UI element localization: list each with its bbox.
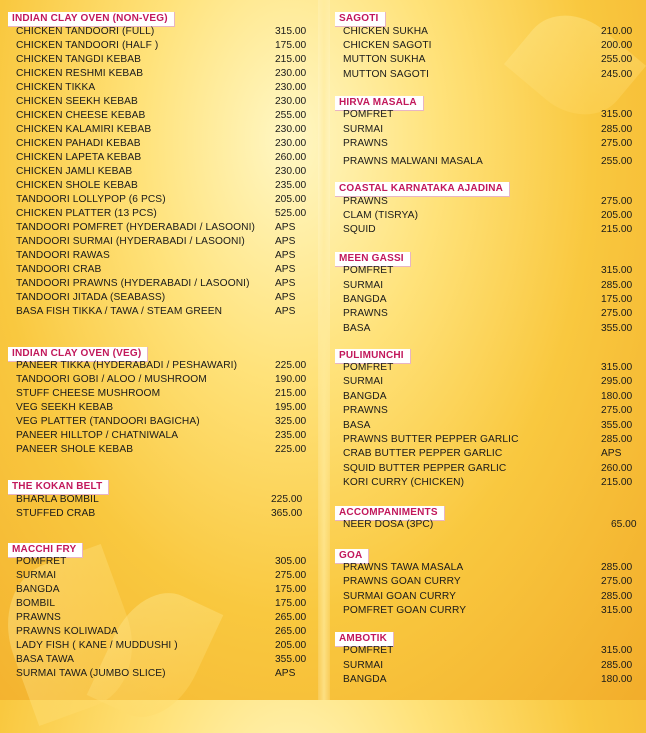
item-name: PRAWNS [16,612,61,623]
menu-item [8,81,312,95]
item-name: PRAWNS [343,308,388,319]
menu-item [8,653,312,667]
menu-item [335,223,641,237]
item-name: CHICKEN SAGOTI [343,40,432,51]
menu-item [8,611,312,625]
menu-item [8,25,312,39]
item-name: POMFRET [343,362,394,373]
item-price: 245.00 [601,69,633,80]
item-price: 215.00 [601,224,633,235]
item-price: APS [275,306,296,317]
item-name: TANDOORI POMFRET (HYDERABADI / LASOONI) [16,222,255,233]
menu-item [335,264,641,278]
item-price: 230.00 [275,68,307,79]
item-price: 215.00 [275,388,307,399]
item-name: TANDOORI LOLLYPOP (6 PCS) [16,194,166,205]
item-price: 215.00 [601,477,633,488]
item-price: 175.00 [275,598,307,609]
menu-item [335,604,641,618]
menu-section-ambotik [335,628,641,685]
item-name: CRAB BUTTER PEPPER GARLIC [343,448,503,459]
item-price: APS [275,668,296,679]
menu-item [335,155,641,169]
menu-item [8,373,312,387]
item-price: 355.00 [601,420,633,431]
item-name: MUTTON SUKHA [343,54,426,65]
menu-item [335,375,641,389]
menu-item [335,108,641,122]
item-price: 180.00 [601,391,633,402]
menu-item [335,322,641,336]
menu-item [8,359,312,373]
menu-item [8,443,312,457]
item-price: 355.00 [601,323,633,334]
item-price: 265.00 [275,626,307,637]
menu-item [335,137,641,151]
item-price: 65.00 [611,519,637,530]
item-name: TANDOORI JITADA (SEABASS) [16,292,166,303]
item-price: 315.00 [601,109,633,120]
item-name: BANGDA [343,294,387,305]
item-name: CHICKEN JAMLI KEBAB [16,166,133,177]
item-price: 205.00 [275,640,307,651]
menu-item [335,561,641,575]
section-title: AMBOTIK [335,632,394,647]
item-name: BASA [343,420,371,431]
menu-section-sagoti [335,8,641,80]
item-price: APS [601,448,622,459]
item-name: CHICKEN LAPETA KEBAB [16,152,142,163]
menu-item [335,447,641,461]
menu-item [335,419,641,433]
menu-item [8,109,312,123]
menu-item [8,305,312,319]
item-price: 235.00 [275,180,307,191]
menu-item [8,39,312,53]
item-price: 175.00 [601,294,633,305]
item-price: APS [275,264,296,275]
menu-section-pulimunchi [335,345,641,488]
item-name: PANEER HILLTOP / CHATNIWALA [16,430,179,441]
item-name: POMFRET [16,556,67,567]
item-name: BASA TAWA [16,654,75,665]
menu-item [8,263,312,277]
menu-item [335,307,641,321]
item-price: 255.00 [601,54,633,65]
menu-item [335,644,641,658]
item-name: SURMAI [343,280,384,291]
item-name: PRAWNS [343,196,388,207]
item-name: PRAWNS KOLIWADA [16,626,119,637]
menu-item [335,575,641,589]
item-name: CHICKEN RESHMI KEBAB [16,68,144,79]
item-price: 285.00 [601,434,633,445]
menu-item [8,277,312,291]
item-price: 285.00 [601,660,633,671]
menu-item [335,293,641,307]
item-name: CHICKEN TANDOORI (FULL) [16,26,155,37]
item-name: BHARLA BOMBIL [16,494,99,505]
item-name: CHICKEN TIKKA [16,82,96,93]
item-name: SURMAI [343,124,384,135]
item-price: 315.00 [601,362,633,373]
menu-item [8,221,312,235]
menu-item [335,390,641,404]
menu-item [335,659,641,673]
menu-section-indian-clay-oven-veg [8,343,312,455]
item-name: LADY FISH ( KANE / MUDDUSHI ) [16,640,178,651]
item-price: APS [275,236,296,247]
item-name: PRAWNS GOAN CURRY [343,576,461,587]
menu-item [8,165,312,179]
item-price: 230.00 [275,166,307,177]
menu-item [8,401,312,415]
item-name: PRAWNS BUTTER PEPPER GARLIC [343,434,519,445]
item-price: 315.00 [601,605,633,616]
item-price: 190.00 [275,374,307,385]
item-name: SQUID BUTTER PEPPER GARLIC [343,463,507,474]
section-title: MACCHI FRY [8,543,83,558]
section-title: PULIMUNCHI [335,349,411,364]
item-price: APS [275,292,296,303]
item-name: TANDOORI PRAWNS (HYDERABADI / LASOONI) [16,278,250,289]
item-price: 175.00 [275,584,307,595]
section-title: SAGOTI [335,12,386,27]
item-name: PRAWNS [343,405,388,416]
item-price: 265.00 [275,612,307,623]
section-title: INDIAN CLAY OVEN (NON-VEG) [8,12,175,27]
item-name: SURMAI TAWA (JUMBO SLICE) [16,668,166,679]
menu-item [335,68,641,82]
menu-item [8,507,312,521]
item-name: PRAWNS [343,138,388,149]
menu-item [8,387,312,401]
item-name: BOMBIL [16,598,56,609]
menu-item [8,151,312,165]
item-name: CHICKEN SUKHA [343,26,429,37]
menu-item [335,433,641,447]
menu-item [8,193,312,207]
item-price: 225.00 [271,494,303,505]
item-name: CHICKEN SHOLE KEBAB [16,180,138,191]
item-price: 525.00 [275,208,307,219]
item-price: 275.00 [275,570,307,581]
item-name: SURMAI [343,376,384,387]
item-price: 325.00 [275,416,307,427]
item-price: 230.00 [275,96,307,107]
section-title: HIRVA MASALA [335,96,424,111]
item-price: 260.00 [275,152,307,163]
item-name: PRAWNS TAWA MASALA [343,562,464,573]
item-price: 275.00 [601,405,633,416]
item-price: 205.00 [601,210,633,221]
menu-item [8,291,312,305]
item-name: MUTTON SAGOTI [343,69,430,80]
item-price: 285.00 [601,591,633,602]
item-price: 365.00 [271,508,303,519]
item-price: 195.00 [275,402,307,413]
menu-section-accompaniments [335,502,641,530]
item-price: 275.00 [601,576,633,587]
item-name: KORI CURRY (CHICKEN) [343,477,465,488]
item-price: 285.00 [601,124,633,135]
menu-item [8,249,312,263]
section-title: GOA [335,549,369,564]
menu-item [8,67,312,81]
item-price: 285.00 [601,562,633,573]
menu-section-indian-clay-oven-non-veg [8,8,312,317]
item-price: 255.00 [275,110,307,121]
item-price: 215.00 [275,54,307,65]
item-name: CHICKEN SEEKH KEBAB [16,96,138,107]
item-name: CHICKEN TANGDI KEBAB [16,54,142,65]
item-name: POMFRET [343,109,394,120]
menu-item [8,137,312,151]
section-title: THE KOKAN BELT [8,480,109,495]
menu-section-hirva-masala [335,92,641,167]
item-name: CHICKEN KALAMIRI KEBAB [16,124,152,135]
menu-section-the-kokan-belt [8,476,312,519]
item-name: VEG SEEKH KEBAB [16,402,114,413]
item-price: 235.00 [275,430,307,441]
menu-item [335,590,641,604]
item-price: 200.00 [601,40,633,51]
menu-section-meen-gassi [335,248,641,334]
item-price: 255.00 [601,156,633,167]
menu-item [8,639,312,653]
item-price: 230.00 [275,82,307,93]
item-price: 260.00 [601,463,633,474]
menu-item [8,179,312,193]
menu-item [335,123,641,137]
menu-item [335,209,641,223]
item-name: CHICKEN PLATTER (13 PCS) [16,208,157,219]
menu-item [8,207,312,221]
item-name: BANGDA [16,584,60,595]
menu-item [335,195,641,209]
menu-section-goa [335,545,641,616]
menu-item [335,53,641,67]
section-title: INDIAN CLAY OVEN (VEG) [8,347,148,362]
item-price: 230.00 [275,138,307,149]
menu-item [8,555,312,569]
menu-item [335,361,641,375]
item-price: 210.00 [601,26,633,37]
item-name: PANEER SHOLE KEBAB [16,444,134,455]
item-price: 275.00 [601,308,633,319]
item-name: POMFRET [343,645,394,656]
menu-item [8,429,312,443]
item-price: 275.00 [601,138,633,149]
item-name: SURMAI [343,660,384,671]
item-name: TANDOORI CRAB [16,264,102,275]
item-price: 295.00 [601,376,633,387]
item-price: 315.00 [601,645,633,656]
item-price: 205.00 [275,194,307,205]
item-price: 225.00 [275,444,307,455]
menu-item [8,95,312,109]
item-price: 180.00 [601,674,633,685]
menu-item [8,53,312,67]
item-name: PRAWNS MALWANI MASALA [343,156,483,167]
item-name: TANDOORI SURMAI (HYDERABADI / LASOONI) [16,236,245,247]
item-name: STUFFED CRAB [16,508,96,519]
menu-section-macchi-fry [8,539,312,679]
section-title: MEEN GASSI [335,252,411,267]
item-price: APS [275,250,296,261]
menu-item [335,476,641,490]
item-price: 275.00 [601,196,633,207]
item-name: TANDOORI GOBI / ALOO / MUSHROOM [16,374,207,385]
menu-item [335,39,641,53]
menu-item [8,415,312,429]
item-name: POMFRET GOAN CURRY [343,605,467,616]
menu-item [335,279,641,293]
item-name: POMFRET [343,265,394,276]
section-title: ACCOMPANIMENTS [335,506,445,521]
section-title: COASTAL KARNATAKA AJADINA [335,182,510,197]
item-price: APS [275,222,296,233]
menu-item [8,583,312,597]
menu-item [8,625,312,639]
menu-item [335,462,641,476]
menu-item [8,123,312,137]
item-price: 355.00 [275,654,307,665]
item-price: 175.00 [275,40,307,51]
menu-item [8,569,312,583]
item-price: 285.00 [601,280,633,291]
item-name: CHICKEN CHEESE KEBAB [16,110,146,121]
menu-item [8,597,312,611]
menu-item [8,667,312,681]
item-name: VEG PLATTER (TANDOORI BAGICHA) [16,416,200,427]
item-name: CHICKEN TANDOORI (HALF ) [16,40,159,51]
item-price: 315.00 [601,265,633,276]
menu-item [335,673,641,687]
menu-item [335,404,641,418]
item-price: 230.00 [275,124,307,135]
item-name: CLAM (TISRYA) [343,210,419,221]
menu-item [335,25,641,39]
item-name: PANEER TIKKA (HYDERABADI / PESHAWARI) [16,360,238,371]
menu-item [8,235,312,249]
item-name: STUFF CHEESE MUSHROOM [16,388,161,399]
column-divider [318,0,330,700]
menu-item [335,518,641,532]
menu-section-coastal-karnataka-ajadina [335,178,641,235]
item-name: SURMAI GOAN CURRY [343,591,457,602]
item-name: BASA [343,323,371,334]
item-name: SQUID [343,224,376,235]
item-name: SURMAI [16,570,57,581]
item-name: BANGDA [343,674,387,685]
item-price: 225.00 [275,360,307,371]
menu-item [8,493,312,507]
item-price: 315.00 [275,26,307,37]
item-name: TANDOORI RAWAS [16,250,110,261]
item-name: CHICKEN PAHADI KEBAB [16,138,141,149]
item-price: APS [275,278,296,289]
item-name: BASA FISH TIKKA / TAWA / STEAM GREEN [16,306,223,317]
item-name: NEER DOSA (3PC) [343,519,434,530]
item-name: BANGDA [343,391,387,402]
item-price: 305.00 [275,556,307,567]
